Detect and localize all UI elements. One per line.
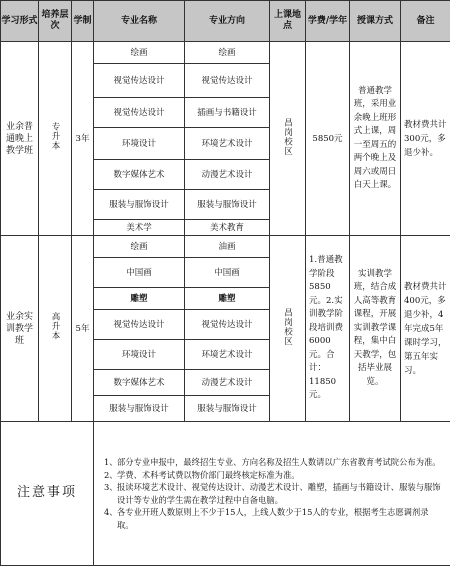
header-location: 上课地点 bbox=[270, 1, 306, 42]
table-row bbox=[1, 42, 450, 64]
s1-direction-3: 环境艺术设计 bbox=[185, 128, 270, 160]
s2-major-1: 中国画 bbox=[94, 258, 185, 288]
notes-title: 注意事项 bbox=[1, 422, 94, 566]
s1-remark: 教材费共计300元，多退少补。 bbox=[401, 42, 450, 236]
header-direction: 专业方向 bbox=[185, 1, 270, 42]
s2-direction-6: 服装与服饰设计 bbox=[185, 396, 270, 422]
header-duration: 学制 bbox=[72, 1, 94, 42]
header-major: 专业名称 bbox=[94, 1, 185, 42]
s1-level: 专升本 bbox=[39, 42, 72, 236]
s1-teaching: 普通教学班，采用业余晚上班形式上课，周一至周五的两个晚上及周六或周日白天上课。 bbox=[350, 42, 401, 236]
note-item: 1、 部分专业申报中，最终招生专业、方向名称及招生人数请以广东省教育考试院公布为准。 bbox=[104, 457, 441, 467]
s1-duration: 3年 bbox=[72, 42, 94, 236]
s1-direction-0: 绘画 bbox=[185, 42, 270, 64]
s1-major-0: 绘画 bbox=[94, 42, 185, 64]
header-level: 培养层次 bbox=[39, 1, 72, 42]
s1-direction-5: 服装与服饰设计 bbox=[185, 190, 270, 220]
s1-major-3: 环境设计 bbox=[94, 128, 185, 160]
s1-major-2: 视觉传达设计 bbox=[94, 98, 185, 128]
s2-major-4: 环境设计 bbox=[94, 340, 185, 370]
s1-fee: 5850元 bbox=[306, 42, 350, 236]
notes-row bbox=[1, 422, 450, 566]
s1-form: 业余普通晚上教学班 bbox=[1, 42, 39, 236]
s2-duration: 5年 bbox=[72, 236, 94, 422]
s2-major-5: 数字媒体艺术 bbox=[94, 370, 185, 396]
header-teaching: 授课方式 bbox=[350, 1, 401, 42]
s2-remark: 教材费共计400元，多退少补，4年完成5年课时学习，第五年实习。 bbox=[401, 236, 450, 422]
s1-location: 昌岗校区 bbox=[270, 42, 306, 236]
s2-direction-4: 环境艺术设计 bbox=[185, 340, 270, 370]
header-fee: 学费/学年 bbox=[306, 1, 350, 42]
header-row bbox=[1, 1, 450, 42]
header-form: 学习形式 bbox=[1, 1, 39, 42]
s2-direction-0: 油画 bbox=[185, 236, 270, 258]
note-item: 3、 报读环境艺术设计、视觉传达设计、动漫艺术设计、雕塑，插画与书籍设计、服装与服饰设计等专业的学生需在教学过程中自备电脑。 bbox=[104, 482, 441, 505]
s2-direction-5: 动漫艺术设计 bbox=[185, 370, 270, 396]
s1-direction-6: 美术教育 bbox=[185, 220, 270, 236]
s2-level: 高升本 bbox=[39, 236, 72, 422]
s1-major-1: 视觉传达设计 bbox=[94, 64, 185, 98]
s1-major-6: 美术学 bbox=[94, 220, 185, 236]
s2-location: 昌岗校区 bbox=[270, 236, 306, 422]
s2-major-3: 视觉传达设计 bbox=[94, 310, 185, 340]
s2-major-6: 服装与服饰设计 bbox=[94, 396, 185, 422]
s2-direction-2: 雕塑 bbox=[185, 288, 270, 310]
s2-form: 业余实训教学班 bbox=[1, 236, 39, 422]
s1-direction-4: 动漫艺术设计 bbox=[185, 160, 270, 190]
s1-major-4: 数字媒体艺术 bbox=[94, 160, 185, 190]
note-item: 2、 学费、术科考试费以物价部门最终核定标准为准。 bbox=[104, 469, 300, 480]
header-remark: 备注 bbox=[401, 1, 450, 42]
table-row bbox=[1, 236, 450, 258]
s2-major-0: 绘画 bbox=[94, 236, 185, 258]
s1-direction-2: 插画与书籍设计 bbox=[185, 98, 270, 128]
s1-direction-1: 视觉传达设计 bbox=[185, 64, 270, 98]
notes-list bbox=[94, 422, 450, 566]
s2-direction-1: 中国画 bbox=[185, 258, 270, 288]
s2-teaching: 实训教学班，结合成人高等教育课程，开展实训教学课程，集中白天教学，包括毕业展览。 bbox=[350, 236, 401, 422]
s2-fee: 1.普通教学阶段5850元。2.实训教学阶段培训费6000元。合计：11850元。 bbox=[306, 236, 350, 422]
s2-major-2: 雕塑 bbox=[94, 288, 185, 310]
note-item: 4、 各专业开班人数原则上不少于15人，上线人数少于15人的专业，根据考生志愿调剂录取。 bbox=[104, 507, 429, 530]
s1-major-5: 服装与服饰设计 bbox=[94, 190, 185, 220]
s2-direction-3: 视觉传达设计 bbox=[185, 310, 270, 340]
